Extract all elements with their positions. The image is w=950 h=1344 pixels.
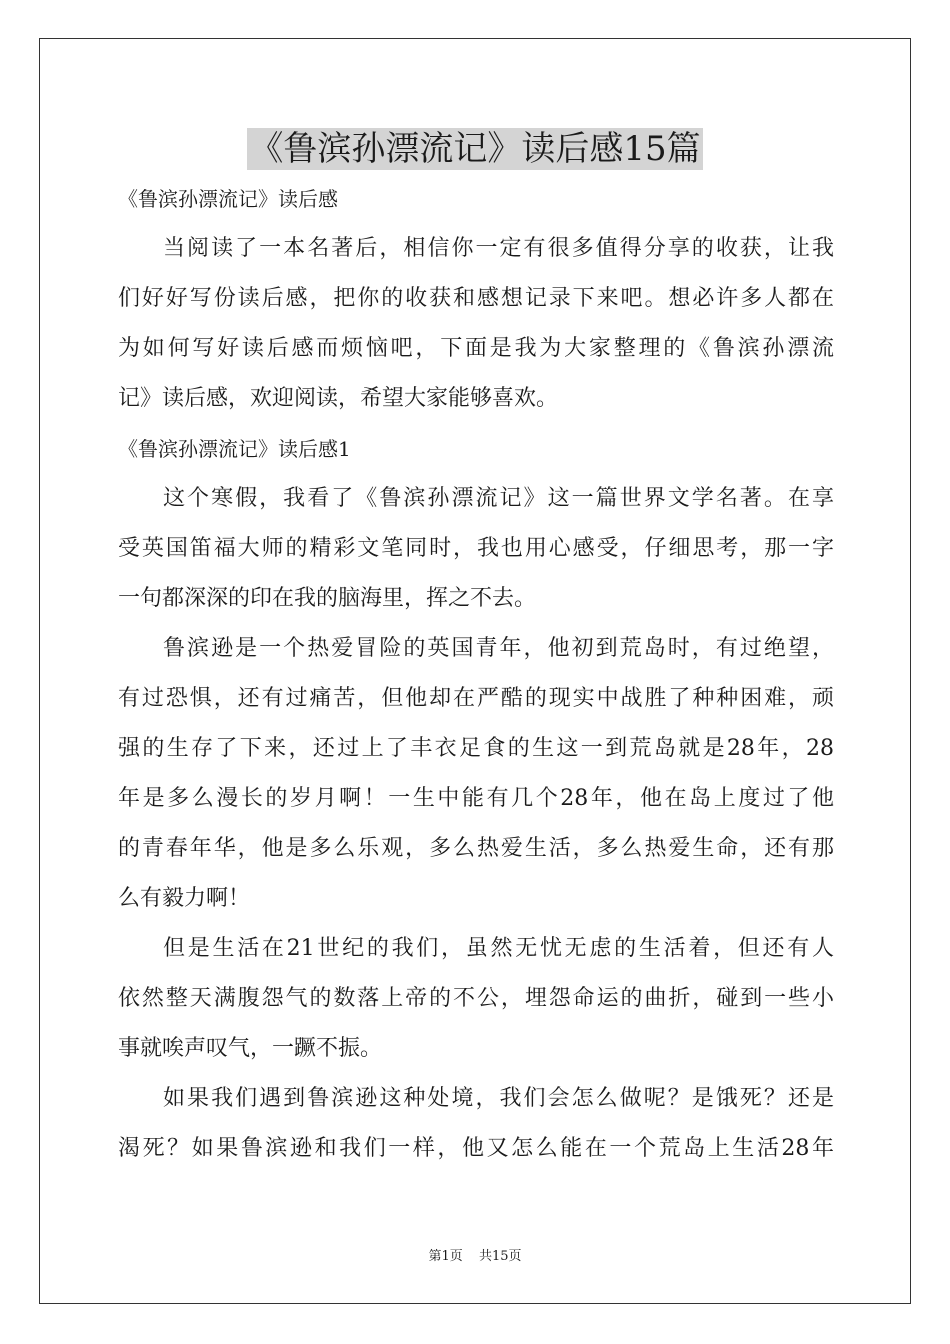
paragraph-line: 渴死？如果鲁滨逊和我们一样，他又怎么能在一个荒岛上生活28年 [118, 1136, 834, 1161]
total-pages: 共15页 [478, 1249, 522, 1264]
paragraph-line: 记》读后感，欢迎阅读，希望大家能够喜欢。 [118, 386, 559, 411]
section-heading: 《鲁滨孙漂流记》读后感1 [118, 437, 351, 461]
paragraph-line: 事就唉声叹气，一蹶不振。 [118, 1036, 383, 1061]
paragraph-line: 们好好写份读后感，把你的收获和感想记录下来吧。想必许多人都在 [118, 286, 834, 311]
paragraph-line: 依然整天满腹怨气的数落上帝的不公，埋怨命运的曲折，碰到一些小 [118, 986, 834, 1011]
paragraph-line: 年是多么漫长的岁月啊！一生中能有几个28年，他在岛上度过了他 [118, 786, 834, 811]
paragraph-4 [118, 1074, 834, 1174]
intro-paragraph [118, 224, 834, 424]
paragraph-line: 鲁滨逊是一个热爱冒险的英国青年，他初到荒岛时，有过绝望， [163, 636, 834, 661]
paragraph-2 [118, 624, 834, 924]
paragraph-line: 一句都深深的印在我的脑海里，挥之不去。 [118, 586, 537, 611]
paragraph-line: 的青春年华，他是多么乐观，多么热爱生活，多么热爱生命，还有那 [118, 836, 834, 861]
paragraph-line: 这个寒假，我看了《鲁滨孙漂流记》这一篇世界文学名著。在享 [163, 486, 834, 511]
paragraph-line: 受英国笛福大师的精彩文笔同时，我也用心感受，仔细思考，那一字 [118, 536, 834, 561]
document-title: 《鲁滨孙漂流记》读后感15篇 [249, 129, 701, 169]
intro-heading: 《鲁滨孙漂流记》读后感 [118, 187, 338, 211]
document-body [118, 174, 834, 1174]
paragraph-line: 当阅读了一本名著后，相信你一定有很多值得分享的收获，让我 [163, 236, 834, 261]
page-footer [0, 1248, 950, 1266]
page-number: 第1页 [428, 1249, 463, 1264]
paragraph-line: 但是生活在21世纪的我们，虽然无忧无虑的生活着，但还有人 [163, 936, 834, 961]
paragraph-line: 为如何写好读后感而烦恼吧，下面是我为大家整理的《鲁滨孙漂流 [118, 336, 834, 361]
paragraph-3 [118, 924, 834, 1074]
paragraph-1 [118, 474, 834, 624]
paragraph-line: 么有毅力啊！ [118, 886, 251, 911]
paragraph-line: 有过恐惧，还有过痛苦，但他却在严酷的现实中战胜了种种困难，顽 [118, 686, 834, 711]
paragraph-line: 强的生存了下来，还过上了丰衣足食的生这一到荒岛就是28年，28 [118, 736, 834, 761]
title-block [0, 128, 950, 170]
paragraph-line: 如果我们遇到鲁滨逊这种处境，我们会怎么做呢？是饿死？还是 [163, 1086, 834, 1111]
